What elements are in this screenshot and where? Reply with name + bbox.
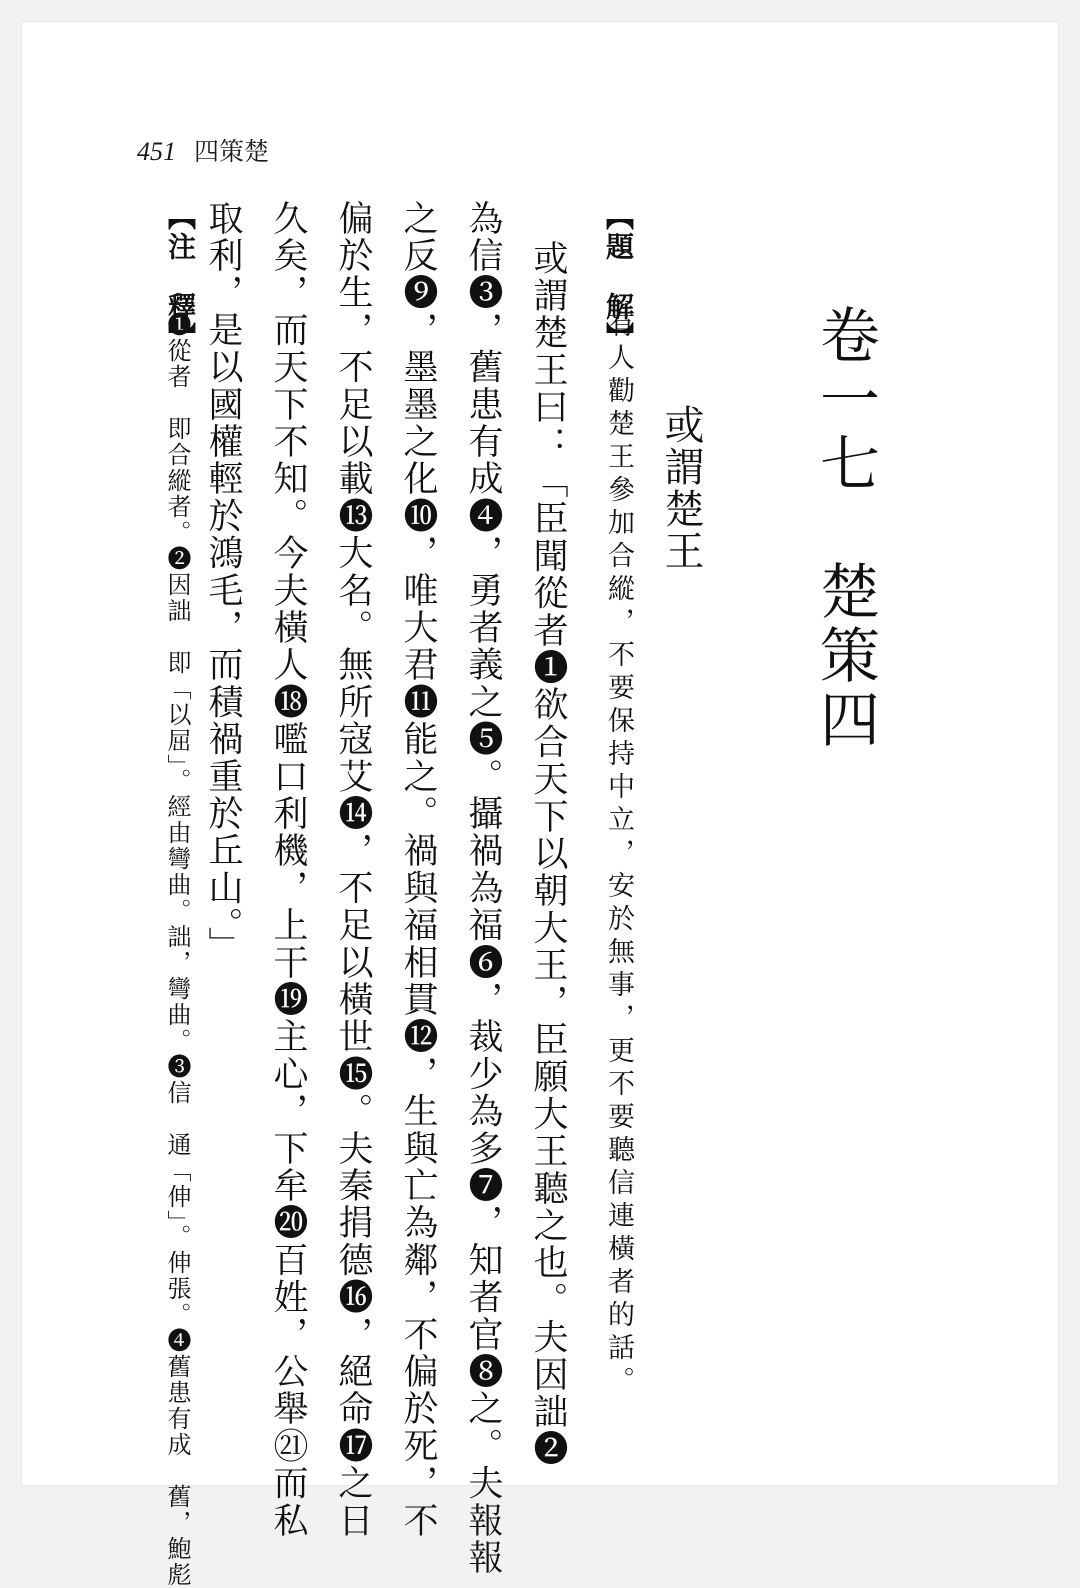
body-line-5: 久矣，而天下不知。今夫橫人⓲嚂口利機，上干⓳主心，下牟⓴百姓，公舉㉑而私 xyxy=(268,200,308,1540)
zhushi-label: 【注 釋】 xyxy=(164,202,197,352)
page-number: 451 xyxy=(137,137,176,166)
running-title: 四策楚 xyxy=(194,137,270,166)
body-line-1: 或謂楚王曰：「臣聞從者❶欲合天下以朝大王，臣願大王聽之也。夫因詘❷ xyxy=(528,240,568,1468)
body-line-2: 為信❸，舊患有成❹，勇者義之❺。攝禍為福❻，裁少為多❼，知者官❽之。夫報報 xyxy=(463,200,503,1577)
body-line-3: 之反❾，墨墨之化❿，唯大君⓫能之。禍與福相貫⓬，生與亡為鄰，不偏於死，不 xyxy=(398,200,438,1540)
body-line-6: 取利，是以國權輕於鴻毛，而積禍重於丘山。」 xyxy=(203,200,243,964)
zhushi-text: ❶從者 即合縱者。❷因詘 即「以屈」。經由彎曲。詘，彎曲。❸信 通「伸」。伸張。❹舊患有成 舊，鮑彪 xyxy=(163,312,191,1588)
section-title: 或謂楚王 xyxy=(658,404,704,572)
running-header xyxy=(137,132,269,168)
book-page xyxy=(22,22,1058,1588)
body-line-4: 偏於生，不足以載⓭大名。無所寇艾⓮，不足以橫世⓯。夫秦捐德⓰，絕命⓱之日 xyxy=(333,200,373,1540)
chapter-title: 卷一七 楚策四 xyxy=(810,304,880,752)
tijie-label: 【題 解】 xyxy=(602,202,635,352)
tijie-text: 有人勸楚王參加合縱，不要保持中立，安於無事，更不要聽信連橫者的話。 xyxy=(603,310,634,1399)
